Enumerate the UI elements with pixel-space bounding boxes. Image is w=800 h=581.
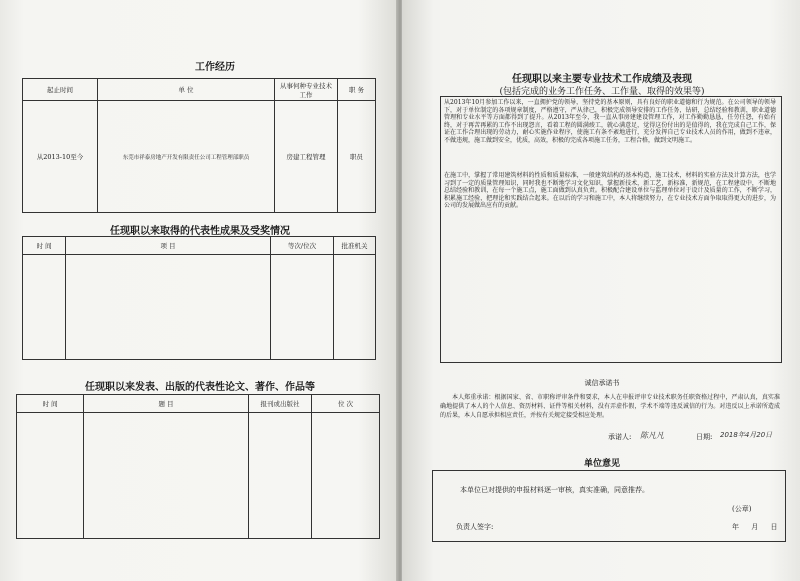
date-label: 日期: <box>696 433 713 441</box>
integrity-text: 本人郑重承诺：根据国家、省、市职称评审条件和要求，本人在申报评审专业技术职务任职资格过程中，严肃认真，真实准确地提供了本人的个人信息、资历材料、证件等相关材料，没有弄虚作假，学术不端等违反诚信的行为。对违反以上承诺所造成的后果，本人自愿承担相应责任，并按有关规定接受相应处理。 <box>440 394 780 419</box>
opinion-date: 年 月 日 <box>732 523 778 531</box>
header-rank: 等次/位次 <box>271 237 334 255</box>
publications-table <box>16 394 380 539</box>
right-page <box>402 0 800 581</box>
header-field: 从事何种专业技术工作 <box>275 79 338 101</box>
header-pub-time: 时 间 <box>17 395 84 413</box>
table-row <box>17 413 380 539</box>
leader-signature-label: 负责人签字: <box>456 523 494 531</box>
header-project: 项 目 <box>66 237 271 255</box>
table-row <box>23 101 376 213</box>
header-publisher: 报刊或出版社 <box>249 395 312 413</box>
unit-opinion-text: 本单位已对提供的申报材料逐一审核，真实准确，同意推荐。 <box>460 486 649 494</box>
unit-opinion-title: 单位意见 <box>583 459 620 469</box>
achievements-title: 任现职以来取得的代表性成果及受奖情况 <box>110 226 290 237</box>
achievements-table <box>22 236 376 360</box>
signer-label: 承诺人: <box>608 433 632 441</box>
header-period: 起止时间 <box>23 79 98 101</box>
work-history-title: 工作经历 <box>195 62 235 73</box>
header-title: 职 务 <box>338 79 376 101</box>
work-history-table <box>22 78 376 213</box>
cell-period: 从2013-10至今 <box>23 101 98 213</box>
header-unit: 单 位 <box>98 79 275 101</box>
left-page <box>0 0 398 581</box>
cell-field: 房建工程管理 <box>275 101 338 213</box>
official-seal-note: (公章) <box>732 505 752 513</box>
header-position: 位 次 <box>312 395 380 413</box>
signer-signature: 陈凡凡 <box>640 431 664 440</box>
integrity-title: 诚信承诺书 <box>584 379 620 387</box>
performance-para-1: 从2013年10月参加工作以来，一直拥护党的领导，坚持党的基本原则，具有良好的职业道德和行为规范。在公司领导的领导下，对于单位制定的各项规章制度，严格遵守，严从律己，积极完成领导安排的工作任务，钻研，总结经验和教训，职业道德管理和专业水平等方面都得到了提升。从2013年至今，我一直从事房建建设管理工作，对工作勤勤恳恳，任劳任怨，有始有终，对于再苦再累的工作不出现怨言，看着工程的圆满竣工，就心满意足，觉得这份付出的是值得的，我在完成自己工作，保证在工作合理出现的劳动力，耐心实施作业程序，使施工有条不紊地进行，充分发挥自己专业技术人员的作用，做到不违章，不做违规，施工做到安全，优质，高效，积极的完成各项施工任务，工程合格，做到文明施工。 <box>444 99 776 144</box>
performance-subtitle: (包括完成的业务工作任务、工作量、取得的效果等) <box>499 87 705 97</box>
date-signature: 2018年4月20日 <box>720 431 773 439</box>
performance-title: 任现职以来主要专业技术工作成绩及表现 <box>512 74 692 85</box>
header-pub-topic: 题 目 <box>84 395 249 413</box>
publications-title: 任现职以来发表、出版的代表性论文、著作、作品等 <box>85 382 315 393</box>
header-authority: 批准机关 <box>334 237 376 255</box>
performance-para-2: 在施工中，掌握了常用建筑材料的性质和质量标准，一般建筑结构的基本构造，施工技术，材料的实验方法及计算方法，也学习到了一定的质量管理知识，同时我也不断地学习文化知识，掌握新技术，新工艺，新标准，新规范，在工程建设中，不断地总结经验和教训，在每一个施工点，施工面做到认真负责。积极配合建设单位与监理单位对于设计及质量的工作，不断学习，积累施工经验，把理论和实践结合起来。在以后的学习和施工中，本人将继续努力，在专业技术方面争取取得更大的进步，为公司的发展做出应有的贡献。 <box>444 172 776 210</box>
header-time: 时 间 <box>23 237 66 255</box>
cell-title: 职员 <box>338 101 376 213</box>
table-row <box>23 255 376 360</box>
cell-unit: 东莞市祥泰房地产开发有限责任公司工程管理部职员 <box>98 101 275 213</box>
